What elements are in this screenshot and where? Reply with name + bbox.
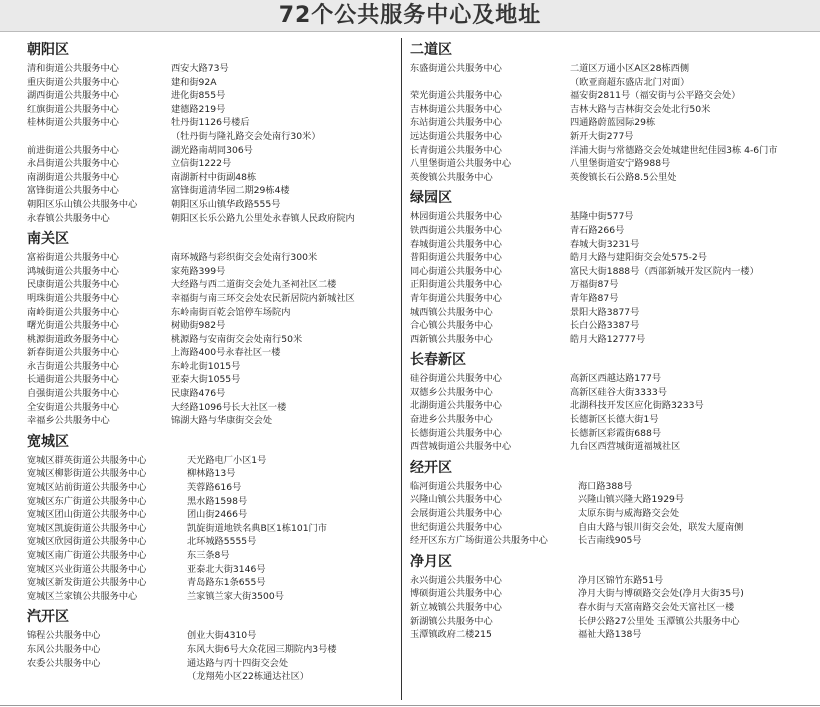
- service-center-row: [27, 171, 395, 185]
- district-section: [410, 456, 815, 548]
- service-center-row: [410, 171, 815, 185]
- center-name: 西营城街道公共服务中心: [410, 441, 512, 453]
- center-name: 北湖街道公共服务中心: [410, 400, 502, 412]
- center-address: 进化街855号: [171, 90, 226, 102]
- service-center-row: [27, 76, 395, 90]
- center-address: 凯旋街道地铁名典B区1栋101门市: [187, 522, 327, 534]
- service-center-row: [27, 292, 395, 306]
- center-name: 红旗街道公共服务中心: [27, 103, 119, 115]
- center-name: 宽城区柳影街道公共服务中心: [27, 468, 147, 480]
- center-name: 新春街道公共服务中心: [27, 347, 119, 359]
- service-center-row: [410, 210, 815, 224]
- center-name: 合心镇公共服务中心: [410, 320, 493, 332]
- service-center-row: [27, 454, 395, 468]
- center-address: 朝阳区长乐公路九公里处永春镇人民政府院内: [171, 212, 355, 224]
- center-address: 新开大街277号: [570, 130, 634, 142]
- center-name: 新湖镇公共服务中心: [410, 615, 493, 627]
- service-center-row: [410, 507, 815, 521]
- center-name: 宽城区东广街道公共服务中心: [27, 495, 147, 507]
- center-name: 新立城镇公共服务中心: [410, 602, 502, 613]
- center-address: 柳林路13号: [187, 468, 236, 480]
- center-address: 四通路蔚蓝园际29栋: [570, 117, 656, 129]
- center-name: 会展街道公共服务中心: [410, 508, 502, 520]
- center-address: 太原东街与威海路交会处: [578, 508, 680, 520]
- center-name: 双德乡公共服务中心: [410, 386, 493, 398]
- center-address: 青岛路东1条655号: [187, 577, 266, 589]
- center-name: 永吉街道公共服务中心: [27, 360, 119, 372]
- center-address: 春城大街3231号: [570, 238, 640, 250]
- center-address: 洋浦大街与常德路交会处城建世纪佳园3栋 4-6门市: [570, 144, 778, 156]
- center-address: 皓月大路与建阳街交会处575-2号: [570, 252, 707, 264]
- center-name: 正阳街道公共服务中心: [410, 279, 502, 291]
- center-address: 大经路1096号长大社区一楼: [171, 401, 287, 413]
- district-section: [410, 186, 815, 346]
- service-center-row: [27, 157, 395, 171]
- center-name: 桂林街道公共服务中心: [27, 117, 119, 129]
- center-address: 万福街87号: [570, 279, 619, 291]
- center-address: 东岭南街百乾会馆停车场院内: [171, 306, 291, 318]
- center-name: 吉林街道公共服务中心: [410, 103, 502, 115]
- service-center-row: [410, 427, 815, 441]
- center-address: （牡丹街与隆礼路交会处南行30米）: [171, 130, 321, 142]
- center-name: 永兴街道公共服务中心: [410, 574, 502, 586]
- service-center-row: [27, 103, 395, 117]
- service-center-row: [410, 144, 815, 158]
- service-center-row: [410, 238, 815, 252]
- center-name: 东风公共服务中心: [27, 643, 101, 655]
- service-center-row: [410, 587, 815, 601]
- service-center-row: [410, 333, 815, 347]
- center-address: 芙蓉路616号: [187, 482, 242, 494]
- service-center-row: [27, 643, 395, 657]
- center-name: 宽城区兴业街道公共服务中心: [27, 563, 147, 575]
- district-title: 二道区: [410, 42, 452, 58]
- center-address: 树勋街982号: [171, 320, 226, 332]
- service-center-row: [410, 534, 815, 548]
- center-address: （龙翔苑小区22栋通达社区）: [187, 671, 309, 683]
- center-name: 幸福乡公共服务中心: [27, 415, 110, 427]
- center-address: 天光路电厂小区1号: [187, 454, 267, 466]
- center-name: 世纪街道公共服务中心: [410, 521, 502, 533]
- service-center-row: [410, 628, 815, 642]
- center-address: 牡丹街1126号楼后: [171, 117, 250, 129]
- center-address: 大经路与西二道街交会处九圣祠社区二楼: [171, 279, 337, 291]
- center-address: 富锋街道清华园二期29栋4楼: [171, 185, 290, 197]
- center-address: 兰家镇兰家大街3500号: [187, 590, 284, 602]
- center-name: 南岭街道公共服务中心: [27, 306, 119, 318]
- service-center-row: [410, 265, 815, 279]
- service-center-row: [27, 576, 395, 590]
- center-name: 明珠街道公共服务中心: [27, 292, 119, 304]
- service-center-row: [410, 399, 815, 413]
- center-address: 亚泰大街1055号: [171, 374, 241, 386]
- district-title: 南关区: [27, 231, 69, 248]
- center-address: 吉林大路与吉林街交会处北行50米: [570, 103, 711, 115]
- center-name: 宽城区兰家镇公共服务中心: [27, 590, 138, 602]
- service-center-row: [27, 251, 395, 265]
- center-name: 宽城区站前街道公共服务中心: [27, 482, 147, 494]
- service-center-row: [27, 657, 395, 671]
- service-center-row: [410, 493, 815, 507]
- center-address: 桃源路与安南街交会处南行50米: [171, 333, 303, 345]
- service-center-row: [410, 601, 815, 615]
- center-address: 立信街1222号: [171, 158, 232, 170]
- district-title: 宽城区: [27, 433, 69, 450]
- center-address: 北环城路5555号: [187, 536, 257, 548]
- center-name: 宽城区南广街道公共服务中心: [27, 550, 147, 561]
- service-center-row: [27, 198, 395, 212]
- center-name: 青年街道公共服务中心: [410, 292, 502, 304]
- center-address: 福安街2811号（福安街与公平路交会处）: [570, 90, 741, 102]
- center-address: 建和街92A: [171, 76, 217, 88]
- center-address: 锦湖大路与华康街交会处: [171, 415, 273, 427]
- district-title: 朝阳区: [27, 42, 69, 58]
- center-address: 二道区万通小区A区28栋西侧: [570, 63, 690, 74]
- service-center-row: [27, 346, 395, 360]
- service-center-row: [410, 521, 815, 535]
- center-address: 景阳大路3877号: [570, 306, 640, 318]
- district-title: 绿园区: [410, 190, 452, 207]
- district-title: 长春新区: [410, 352, 466, 369]
- center-name: 重庆街道公共服务中心: [27, 76, 119, 88]
- center-address: 西安大路73号: [171, 63, 229, 74]
- center-address: 团山街2466号: [187, 509, 248, 521]
- service-center-row: [27, 62, 395, 76]
- center-name: 林园街道公共服务中心: [410, 211, 502, 223]
- center-name: 曙光街道公共服务中心: [27, 320, 119, 332]
- center-address: 黑水路1598号: [187, 495, 248, 507]
- center-name: 朝阳区乐山镇公共服务中心: [27, 198, 138, 210]
- service-center-row: [410, 480, 815, 494]
- service-center-row: [27, 184, 395, 198]
- center-address: 东三条8号: [187, 550, 230, 561]
- center-address: 皓月大路12777号: [570, 333, 646, 345]
- service-center-row: [410, 89, 815, 103]
- center-address: 通达路与丙十四街交会处: [187, 657, 289, 669]
- service-center-row: [410, 157, 815, 171]
- center-name: 英俊镇公共服务中心: [410, 171, 493, 183]
- service-center-row: [27, 278, 395, 292]
- service-center-row: [27, 590, 395, 604]
- service-center-row: [27, 360, 395, 374]
- service-center-row: [27, 89, 395, 103]
- center-address: （欧亚商超东盛店北门对面）: [570, 76, 690, 88]
- center-address: 长德新区彩霞街688号: [570, 427, 662, 439]
- district-section: [27, 430, 395, 604]
- center-address: 长伊公路27公里处 玉潭镇公共服务中心: [578, 615, 740, 627]
- center-name: 奋进乡公共服务中心: [410, 414, 493, 426]
- center-address: 九台区西营城街道福城社区: [570, 441, 681, 453]
- center-name: 锦程公共服务中心: [27, 630, 101, 642]
- center-name: 富锋街道公共服务中心: [27, 185, 119, 197]
- center-address: 基隆中街577号: [570, 211, 634, 223]
- center-name: 永昌街道公共服务中心: [27, 158, 119, 170]
- service-center-row: [410, 292, 815, 306]
- service-center-row: [410, 372, 815, 386]
- center-address: 南环城路与彩织街交会处南行300米: [171, 252, 318, 264]
- service-center-row: [27, 116, 395, 130]
- center-name: 宽城区欣园街道公共服务中心: [27, 536, 147, 548]
- center-address: 南湖新村中街副48栋: [171, 171, 257, 183]
- column-divider: [401, 38, 402, 700]
- service-center-row: [27, 319, 395, 333]
- center-address: 民康路476号: [171, 388, 226, 400]
- center-name: 长青街道公共服务中心: [410, 144, 502, 156]
- service-center-row: [27, 508, 395, 522]
- center-address: 朝阳区乐山镇华政路555号: [171, 198, 281, 210]
- center-name: 前进街道公共服务中心: [27, 144, 119, 156]
- district-section: [27, 605, 395, 683]
- center-address: 福祉大路138号: [578, 629, 642, 641]
- center-name: 清和街道公共服务中心: [27, 63, 119, 74]
- center-address: 北湖科技开发区应化街路3233号: [570, 400, 704, 412]
- center-name: 兴隆山镇公共服务中心: [410, 494, 502, 506]
- service-center-row: [27, 387, 395, 401]
- center-address: 东风大街6号大众花园三期院内3号楼: [187, 643, 337, 655]
- center-address: 长白公路3387号: [570, 320, 640, 332]
- bottom-rule: [0, 705, 820, 706]
- service-center-row: [27, 144, 395, 158]
- district-section: [27, 38, 395, 225]
- service-center-row: [27, 265, 395, 279]
- center-name: 春城街道公共服务中心: [410, 238, 502, 250]
- right-column: [410, 36, 815, 642]
- service-center-row: [410, 574, 815, 588]
- service-center-row: [410, 130, 815, 144]
- center-address: 八里堡街道安宁路988号: [570, 158, 671, 170]
- center-address: 青年路87号: [570, 292, 619, 304]
- center-address: 家苑路399号: [171, 265, 226, 277]
- left-column: [27, 36, 395, 684]
- service-center-row: [410, 413, 815, 427]
- center-name: 民康街道公共服务中心: [27, 279, 119, 291]
- service-center-row: [27, 670, 395, 684]
- center-address: 青石路266号: [570, 224, 625, 236]
- center-name: 农委公共服务中心: [27, 657, 101, 669]
- center-name: 硅谷街道公共服务中心: [410, 373, 502, 385]
- center-address: 亚泰北大街3146号: [187, 563, 266, 575]
- center-address: 英俊镇长石公路8.5公里处: [570, 171, 677, 183]
- service-center-row: [27, 535, 395, 549]
- district-title: 经开区: [410, 459, 452, 476]
- center-name: 同心街道公共服务中心: [410, 265, 502, 277]
- center-address: 高新区硅谷大街3333号: [570, 386, 667, 398]
- center-name: 八里堡街道公共服务中心: [410, 158, 512, 170]
- center-name: 宽城区新发街道公共服务中心: [27, 577, 147, 589]
- center-name: 铁西街道公共服务中心: [410, 224, 502, 236]
- center-name: 城西镇公共服务中心: [410, 306, 493, 318]
- service-center-row: [410, 251, 815, 265]
- service-center-row: [27, 467, 395, 481]
- service-center-row: [410, 615, 815, 629]
- service-center-row: [410, 440, 815, 454]
- center-name: 全安街道公共服务中心: [27, 401, 119, 413]
- service-center-row: [27, 481, 395, 495]
- service-center-row: [27, 495, 395, 509]
- center-address: 春水街与天富南路交会处天富社区一楼: [578, 602, 735, 613]
- center-address: 长德新区长德大街1号: [570, 414, 659, 426]
- center-name: 经开区东方广场街道公共服务中心: [410, 535, 548, 547]
- center-address: 净月区锦竹东路51号: [578, 574, 664, 586]
- service-center-row: [27, 563, 395, 577]
- service-center-row: [27, 212, 395, 226]
- district-section: [410, 550, 815, 642]
- center-address: 幸福街与南三环交会处农民新居院内新城社区: [171, 292, 355, 304]
- center-name: 宽城区团山街道公共服务中心: [27, 509, 147, 521]
- center-name: 东盛街道公共服务中心: [410, 63, 502, 74]
- center-address: 海口路388号: [578, 480, 633, 492]
- center-name: 玉潭镇政府二楼215: [410, 629, 492, 641]
- district-title: 汽开区: [27, 609, 69, 626]
- service-center-row: [410, 306, 815, 320]
- service-center-row: [27, 549, 395, 563]
- center-name: 普阳街道公共服务中心: [410, 252, 502, 264]
- center-name: 宽城区凯旋街道公共服务中心: [27, 522, 147, 534]
- service-center-row: [410, 224, 815, 238]
- service-center-row: [410, 103, 815, 117]
- service-center-row: [27, 401, 395, 415]
- center-name: 荣光街道公共服务中心: [410, 90, 502, 102]
- service-center-row: [410, 62, 815, 76]
- center-address: 创业大街4310号: [187, 630, 257, 642]
- district-title: 净月区: [410, 553, 452, 570]
- service-center-row: [27, 333, 395, 347]
- service-center-row: [27, 306, 395, 320]
- center-name: 鸿城街道公共服务中心: [27, 265, 119, 277]
- center-name: 宽城区群英街道公共服务中心: [27, 454, 147, 466]
- center-name: 西新镇公共服务中心: [410, 333, 493, 345]
- service-center-row: [410, 386, 815, 400]
- center-name: 富裕街道公共服务中心: [27, 252, 119, 264]
- service-center-row: [27, 373, 395, 387]
- page-title: 72个公共服务中心及地址: [0, 0, 820, 32]
- center-address: 兴隆山镇兴隆大路1929号: [578, 494, 685, 506]
- center-name: 长通街道公共服务中心: [27, 374, 119, 386]
- service-center-row: [27, 414, 395, 428]
- center-name: 湖西街道公共服务中心: [27, 90, 119, 102]
- service-center-row: [27, 629, 395, 643]
- center-name: 长德街道公共服务中心: [410, 427, 502, 439]
- service-center-row: [410, 319, 815, 333]
- service-center-row: [410, 76, 815, 90]
- center-name: 博硕街道公共服务中心: [410, 588, 502, 600]
- center-address: 高新区西越达路177号: [570, 373, 662, 385]
- service-center-row: [27, 130, 395, 144]
- service-center-row: [410, 278, 815, 292]
- center-name: 永春镇公共服务中心: [27, 212, 110, 224]
- center-address: 富民大街1888号（西部新城开发区院内一楼）: [570, 265, 759, 277]
- district-section: [27, 227, 395, 428]
- center-address: 东岭北街1015号: [171, 360, 241, 372]
- service-center-row: [410, 116, 815, 130]
- center-address: 净月大街与博硕路交会处(净月大街35号): [578, 588, 744, 600]
- center-name: 桃源街道政务服务中心: [27, 333, 119, 345]
- center-address: 湖光路南胡同306号: [171, 144, 253, 156]
- center-name: 南湖街道公共服务中心: [27, 171, 119, 183]
- service-center-row: [27, 522, 395, 536]
- center-address: 长吉南线905号: [578, 535, 642, 547]
- center-address: 上海路400号永春社区一楼: [171, 347, 281, 359]
- center-address: 自由大路与银川街交会处，联发大厦南侧: [578, 521, 744, 533]
- district-section: [410, 38, 815, 184]
- district-section: [410, 348, 815, 454]
- center-address: 建德路219号: [171, 103, 226, 115]
- center-name: 临河街道公共服务中心: [410, 480, 502, 492]
- center-name: 自强街道公共服务中心: [27, 388, 119, 400]
- center-name: 东站街道公共服务中心: [410, 117, 502, 129]
- center-name: 远达街道公共服务中心: [410, 130, 502, 142]
